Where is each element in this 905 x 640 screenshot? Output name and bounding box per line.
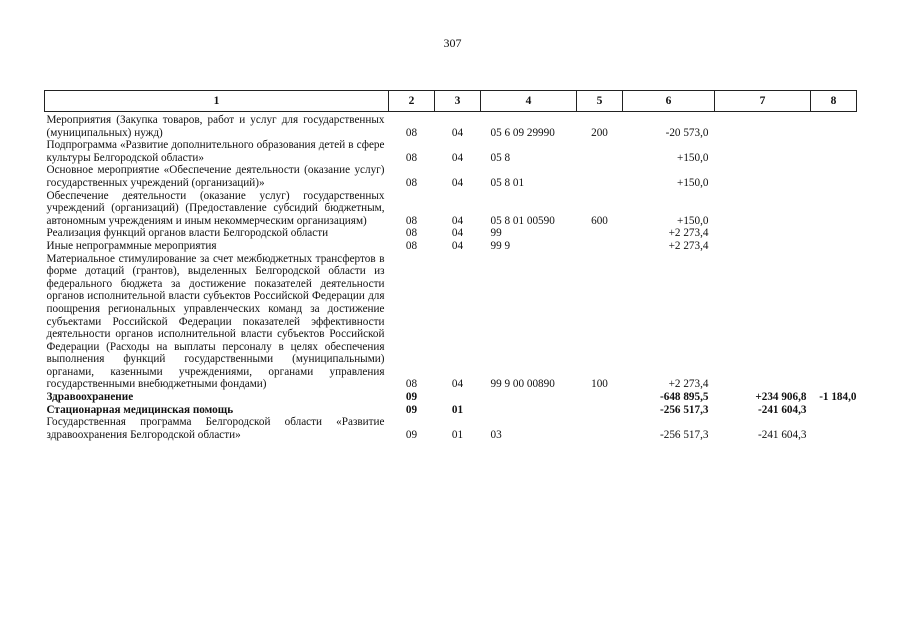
- amount-col8-cell: [811, 240, 857, 253]
- expense-type-cell: [577, 240, 623, 253]
- target-code-cell: 03: [490, 428, 502, 441]
- table-row: [45, 391, 857, 404]
- table-row: [45, 190, 857, 228]
- row-name-cell: Иные непрограммные мероприятия: [46, 239, 217, 252]
- row-name-cell: Основное мероприятие «Обеспечение деятельности (оказание услуг) государственных учреждений (организаций)»: [46, 164, 385, 189]
- amount-col8-cell: [811, 253, 857, 392]
- amount-col7-cell: -241 604,3: [758, 428, 807, 441]
- section-code-cell: 08: [405, 126, 418, 139]
- target-code-cell: [481, 391, 577, 404]
- amount-col8-cell: -1 184,0: [819, 391, 857, 404]
- row-name-cell: Здравоохранение: [46, 391, 134, 404]
- table-row: [45, 253, 857, 392]
- amount-col6-cell: +150,0: [677, 176, 709, 189]
- section-code-cell: 09: [405, 391, 418, 404]
- target-code-cell: 05 8 01 00590: [490, 214, 555, 227]
- table-row: [45, 164, 857, 189]
- row-name-cell: Обеспечение деятельности (оказание услуг) государственных учреждений (организаций) (Предоставление субсидий бюджетным, автономным учреждениям и иным некоммерческим организациям): [46, 189, 385, 227]
- expense-type-cell: 100: [591, 378, 608, 391]
- amount-col7-cell: [715, 240, 811, 253]
- page-number: 307: [443, 36, 462, 50]
- amount-col7-cell: [715, 190, 811, 228]
- amount-col8-cell: [811, 164, 857, 189]
- amount-col6-cell: -648 895,5: [660, 391, 709, 404]
- subsection-code-cell: 04: [451, 151, 464, 164]
- subsection-code-cell: 04: [451, 227, 464, 240]
- amount-col8-cell: [811, 190, 857, 228]
- expense-type-cell: 200: [591, 126, 608, 139]
- subsection-code-cell: [435, 391, 481, 404]
- target-code-cell: 99 9: [490, 239, 511, 252]
- column-header: 4: [481, 91, 577, 112]
- section-code-cell: 08: [405, 151, 418, 164]
- target-code-cell: [481, 404, 577, 417]
- subsection-code-cell: 04: [451, 176, 464, 189]
- section-code-cell: 08: [405, 176, 418, 189]
- subsection-code-cell: 01: [451, 428, 464, 441]
- amount-col7-cell: [715, 164, 811, 189]
- table-row: [45, 416, 857, 441]
- table-row: [45, 112, 857, 140]
- column-header: 1: [45, 91, 389, 112]
- amount-col6-cell: -256 517,3: [660, 403, 709, 416]
- section-code-cell: 08: [405, 378, 418, 391]
- expense-type-cell: [577, 164, 623, 189]
- amount-col7-cell: [715, 139, 811, 164]
- column-header: 3: [435, 91, 481, 112]
- amount-col6-cell: +150,0: [677, 151, 709, 164]
- amount-col7-cell: [715, 253, 811, 392]
- row-name-cell: Подпрограмма «Развитие дополнительного образования детей в сфере культуры Белгородской области»: [46, 139, 385, 164]
- target-code-cell: 05 8: [490, 151, 511, 164]
- section-code-cell: 09: [405, 403, 418, 416]
- expense-type-cell: [577, 391, 623, 404]
- amount-col8-cell: [811, 404, 857, 417]
- amount-col8-cell: [811, 416, 857, 441]
- amount-col7-cell: +234 906,8: [755, 391, 807, 404]
- section-code-cell: 08: [405, 239, 418, 252]
- table-row: [45, 139, 857, 164]
- subsection-code-cell: 01: [451, 403, 464, 416]
- column-header: 7: [715, 91, 811, 112]
- expense-type-cell: [577, 139, 623, 164]
- column-header: 2: [389, 91, 435, 112]
- row-name-cell: Реализация функций органов власти Белгородской области: [46, 227, 329, 240]
- target-code-cell: 05 6 09 29990: [490, 126, 555, 139]
- table-body: [45, 112, 857, 442]
- budget-table: [44, 90, 857, 441]
- subsection-code-cell: 04: [451, 214, 464, 227]
- amount-col6-cell: +2 273,4: [668, 378, 709, 391]
- amount-col7-cell: -241 604,3: [758, 403, 807, 416]
- amount-col7-cell: [715, 112, 811, 140]
- column-header: 6: [623, 91, 715, 112]
- section-code-cell: 08: [405, 227, 418, 240]
- amount-col6-cell: +150,0: [677, 214, 709, 227]
- column-header: 5: [577, 91, 623, 112]
- expense-type-cell: [577, 404, 623, 417]
- amount-col6-cell: +2 273,4: [668, 227, 709, 240]
- target-code-cell: 99: [490, 227, 502, 240]
- expense-type-cell: [577, 416, 623, 441]
- table-row: [45, 227, 857, 240]
- section-code-cell: 08: [405, 214, 418, 227]
- amount-col8-cell: [811, 227, 857, 240]
- amount-col6-cell: -20 573,0: [665, 126, 709, 139]
- table-row: [45, 404, 857, 417]
- row-name-cell: Мероприятия (Закупка товаров, работ и услуг для государственных (муниципальных) нужд): [46, 114, 385, 139]
- subsection-code-cell: 04: [451, 126, 464, 139]
- section-code-cell: 09: [405, 428, 418, 441]
- amount-col7-cell: [715, 227, 811, 240]
- amount-col8-cell: [811, 112, 857, 140]
- amount-col6-cell: +2 273,4: [668, 239, 709, 252]
- target-code-cell: 05 8 01: [490, 176, 525, 189]
- row-name-cell: Государственная программа Белгородской области «Развитие здравоохранения Белгородской области»: [46, 416, 385, 441]
- amount-col8-cell: [811, 139, 857, 164]
- expense-type-cell: 600: [591, 214, 608, 227]
- column-header: 8: [811, 91, 857, 112]
- target-code-cell: 99 9 00 00890: [490, 378, 555, 391]
- table-header-row: [45, 91, 857, 112]
- amount-col6-cell: -256 517,3: [660, 428, 709, 441]
- subsection-code-cell: 04: [451, 378, 464, 391]
- expense-type-cell: [577, 227, 623, 240]
- table-row: [45, 240, 857, 253]
- row-name-cell: Материальное стимулирование за счет межбюджетных трансфертов в форме дотаций (грантов), выделенных Белгородской области из федерального бюджета за достижение показателей деятельности органов исполнительной власти субъектов Российской Федерации для поощрения региональных управленческих команд за достижение субъектами Российской Федерации показателей эффективности деятельности органов исполнительной власти субъектов Российской Федерации (Расходы на выплаты персоналу в целях обеспечения выполнения функций государственными (муниципальными) органами, казенными учреждениями, органами управления государственными внебюджетными фондами): [46, 252, 385, 391]
- subsection-code-cell: 04: [451, 239, 464, 252]
- row-name-cell: Стационарная медицинская помощь: [46, 403, 234, 416]
